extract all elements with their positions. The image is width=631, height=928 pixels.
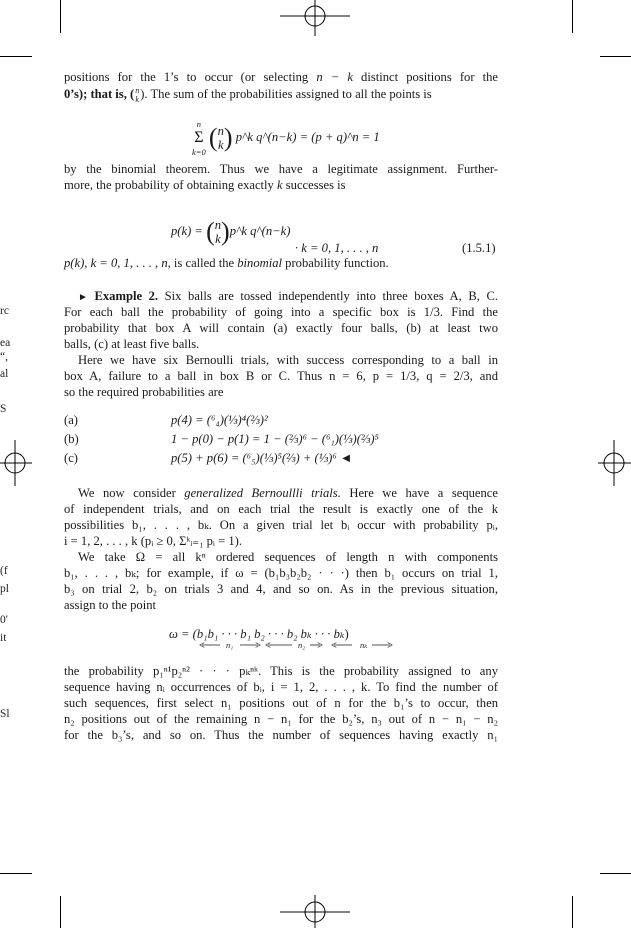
inline-binomial: n k [135, 86, 140, 104]
bleed-fragment: rc [0, 305, 9, 317]
crop-mark-left-upper-h [0, 56, 32, 57]
bleed-fragment: pl [0, 583, 9, 595]
case-label-c: (c) [64, 451, 78, 465]
text-line: of independent trials, and on each trial the result is exactly one of the k [64, 502, 498, 516]
equation-number: (1.5.1) [462, 241, 496, 255]
text-line: n₂ positions out of the remaining n − n₁ for the b₂’s, n₃ out of n − n₁ − n₂ [64, 712, 498, 726]
bleed-fragment: “, [0, 351, 8, 363]
crop-mark-left-lower-h [0, 873, 32, 874]
crop-mark-bottom-right-v [572, 896, 573, 928]
bleed-fragment: al [0, 368, 9, 380]
case-label-b: (b) [64, 432, 79, 446]
example-heading-line: ► Example 2. Six balls are tossed independently into three boxes A, B, C. [78, 289, 498, 303]
underbrace-label-n1: n₁ [226, 640, 234, 650]
crop-mark-bottom-left-v [60, 896, 61, 928]
text-line: sequence having nᵢ occurrences of bᵢ, i = 1, 2, . . . , k. To find the number of [64, 680, 498, 694]
case-expression-a: p(4) = (⁶₄)(⅓)⁴(⅔)² [171, 413, 268, 427]
bleed-fragment: ea [0, 337, 11, 349]
text-line: b₃ on trial 2, b₂ on trials 3 and 4, and so on. As in the previous situation, [64, 582, 498, 596]
text-line: the probability p₁ⁿ¹p₂ⁿ² · · · pₖⁿᵏ. This is the probability assigned to any [64, 664, 498, 678]
registration-mark-bottom [280, 895, 350, 928]
case-expression-c: p(5) + p(6) = (⁶₅)(⅓)⁵(⅔) + (⅓)⁶ ◄ [171, 451, 353, 465]
crop-mark-right-lower-h [600, 873, 631, 874]
bleed-fragment: Sl [0, 708, 10, 720]
equation-1-5-1: p(k) = ( n k )p^k q^(n−k) [171, 217, 291, 246]
registration-mark-top [280, 0, 350, 36]
text-line: b₁, . . . , bₖ; for example, if ω = (b₁b₃b₂b₂ · · ·) then b₁ occurs on trial 1, [64, 566, 498, 580]
text-line: i = 1, 2, . . . , k (pᵢ ≥ 0, Σᵏᵢ₌₁ pᵢ = 1). [64, 534, 243, 548]
case-label-a: (a) [64, 413, 78, 427]
bleed-fragment: it [0, 632, 7, 644]
equation-range: · k = 0, 1, . . . , n [295, 241, 379, 255]
equation-omega: ω = (b₁b₁ · · · b₁ b₂ · · · b₂ bₖ · · · bₖ) [169, 627, 349, 641]
text-line: balls, (c) at least five balls. [64, 337, 200, 351]
text-line: For each ball the probability of going into a specific box is 1/3. Find the [64, 305, 498, 319]
text-line: by the binomial theorem. Thus we have a legitimate assignment. Further- [64, 162, 498, 176]
bleed-fragment: 0' [0, 614, 8, 626]
text-line: We now consider generalized Bernoullli trials. Here we have a sequence [78, 486, 498, 500]
equation-binomial-sum: n Σ k=0 ( n k ) p^k q^(n−k) = (p + q)^n = 1 [192, 119, 380, 157]
case-expression-b: 1 − p(0) − p(1) = 1 − (⅔)⁶ − (⁶₁)(⅓)(⅔)⁵ [171, 432, 379, 446]
bleed-fragment: S [0, 403, 7, 415]
crop-mark-top-left-v [60, 0, 61, 33]
bleed-fragment: (f [0, 565, 8, 577]
example-label: Example 2. [94, 289, 159, 303]
text-line: 0’s); that is, ( n k ). The sum of the probabilities assigned to all the points is [64, 86, 432, 104]
text-line: so the required probabilities are [64, 385, 224, 399]
text-line: Here we have six Bernoulli trials, with success corresponding to a ball in [78, 353, 498, 367]
text-line: more, the probability of obtaining exactly k successes is [64, 178, 346, 192]
text-line: assign to the point [64, 598, 156, 612]
text-line: possibilities b₁, . . . , bₖ. On a given trial let bᵢ occur with probability pᵢ, [64, 518, 498, 532]
text-line: box A, failure to a ball in box B or C. Thus n = 6, p = 1/3, q = 2/3, and [64, 369, 498, 383]
text-line: positions for the 1’s to occur (or selecting n − k distinct positions for the [64, 70, 499, 84]
text-line: for the b₃’s, and so on. Thus the number of sequences having exactly n₁ [64, 728, 498, 742]
crop-mark-top-right-v [572, 0, 573, 33]
text-line: We take Ω = all kⁿ ordered sequences of length n with components [78, 550, 498, 564]
crop-mark-right-upper-h [600, 56, 631, 57]
text-line: probability that box A will contain (a) exactly four balls, (b) at least two [64, 321, 498, 335]
registration-mark-right [598, 440, 631, 486]
text-line: p(k), k = 0, 1, . . . , n, is called the binomial probability function. [64, 256, 389, 270]
underbrace-label-n2: n₂ [298, 640, 306, 650]
underbrace-label-nk: nₖ [360, 640, 368, 650]
triangle-marker-icon: ► [78, 292, 88, 303]
registration-mark-left [0, 440, 32, 486]
text-line: such sequences, first select n₁ positions out of n for the b₁’s to occur, then [64, 696, 498, 710]
summation-symbol: n Σ k=0 [192, 119, 206, 157]
